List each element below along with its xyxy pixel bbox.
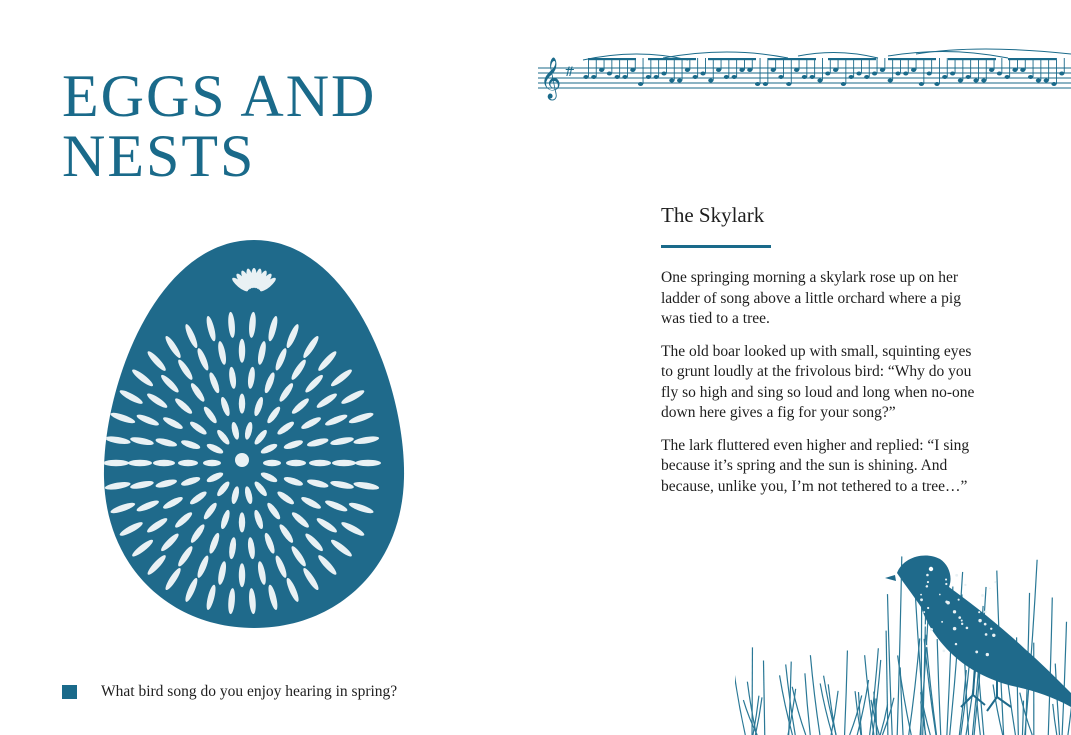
heading-rule [661, 245, 771, 248]
story-paragraph-2: The old boar looked up with small, squinting eyes to grunt loudly at the frivolous bird: “Why do you fly so high and sing so loud and long when no-one down here gives a fig for your song?” [661, 342, 975, 421]
page-title-line-1: EGGS AND [62, 63, 377, 129]
skylark-illustration [735, 545, 1071, 735]
music-staff-illustration [538, 46, 1071, 106]
story-section [661, 203, 981, 509]
story-heading: The Skylark [661, 203, 765, 227]
story-paragraph-1: One springing morning a skylark rose up on her ladder of song above a little orchard where a pig was tied to a tree. [661, 269, 961, 327]
svg-text:𝄞: 𝄞 [540, 58, 562, 99]
svg-text:#: # [564, 65, 575, 80]
page-title-line-2: NESTS [62, 123, 256, 189]
question-text: What bird song do you enjoy hearing in spring? [101, 683, 398, 700]
page-title [62, 63, 377, 189]
decorated-egg-illustration [102, 238, 406, 630]
bullet-square-icon [62, 685, 77, 699]
story-paragraph-3: The lark fluttered even higher and replied: “I sing because it’s spring and the sun is shining. And because, unlike you, I’m not tethered to a tree…” [661, 436, 970, 495]
